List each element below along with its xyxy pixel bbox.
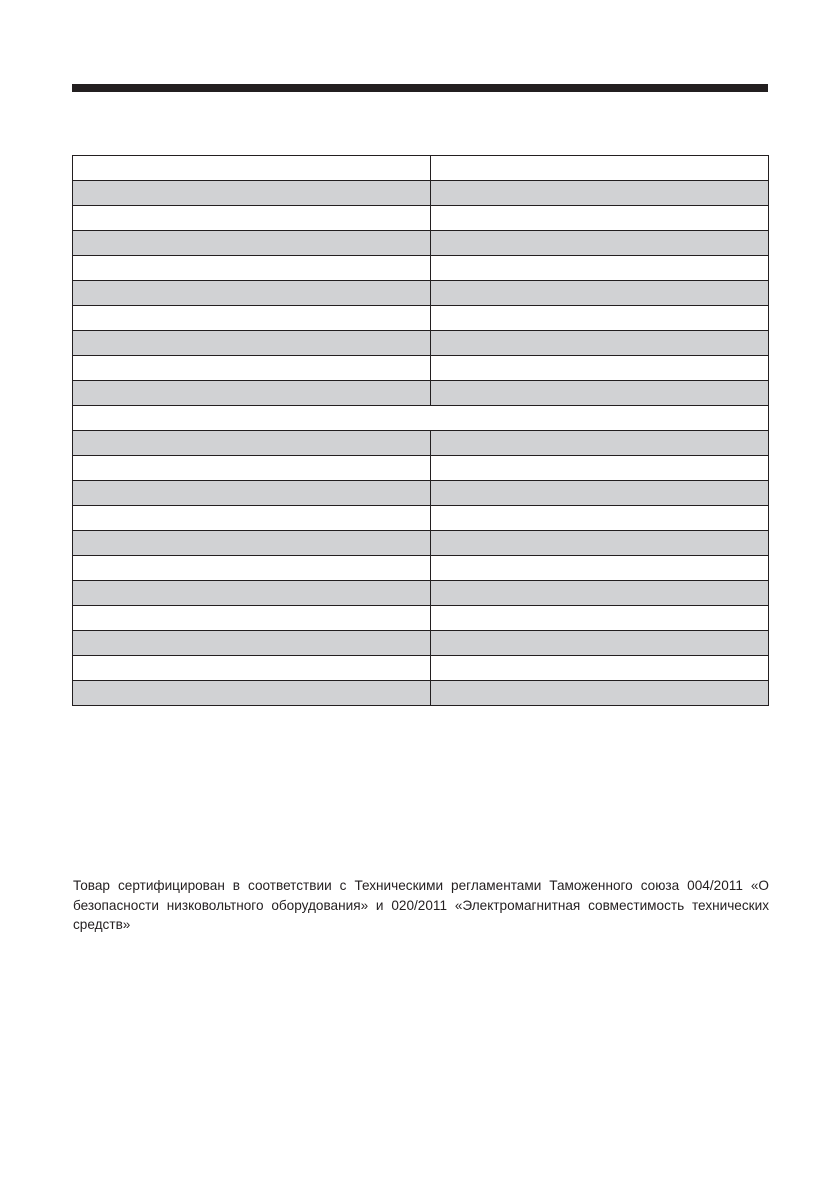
spec-value-cell: [431, 231, 769, 256]
table-row: [73, 631, 769, 656]
spec-label-cell: [73, 256, 431, 281]
spec-value-cell: [431, 531, 769, 556]
spec-label-cell: [73, 306, 431, 331]
table-row: [73, 506, 769, 531]
spec-label-cell: [73, 281, 431, 306]
spec-value-cell: [431, 481, 769, 506]
table-section-header-row: [73, 406, 769, 431]
table-row: [73, 531, 769, 556]
spec-label-cell: [73, 381, 431, 406]
spec-value-cell: [431, 456, 769, 481]
spec-label-cell: [73, 431, 431, 456]
spec-label-cell: [73, 581, 431, 606]
spec-label-cell: [73, 181, 431, 206]
table-row: [73, 431, 769, 456]
spec-value-cell: [431, 256, 769, 281]
spec-label-cell: [73, 481, 431, 506]
spec-label-cell: [73, 656, 431, 681]
table-row: [73, 281, 769, 306]
table-row: [73, 156, 769, 181]
table-row: [73, 481, 769, 506]
table-row: [73, 181, 769, 206]
spec-value-cell: [431, 381, 769, 406]
spec-label-cell: [73, 331, 431, 356]
spec-label-cell: [73, 206, 431, 231]
table-row: [73, 256, 769, 281]
spec-value-cell: [431, 331, 769, 356]
spec-value-cell: [431, 581, 769, 606]
table-row: [73, 356, 769, 381]
spec-label-cell: [73, 156, 431, 181]
spec-label-cell: [73, 606, 431, 631]
spec-value-cell: [431, 306, 769, 331]
table-row: [73, 231, 769, 256]
spec-value-cell: [431, 631, 769, 656]
spec-value-cell: [431, 431, 769, 456]
table-row: [73, 456, 769, 481]
spec-label-cell: [73, 681, 431, 706]
table-row: [73, 681, 769, 706]
spec-label-cell: [73, 531, 431, 556]
spec-label-cell: [73, 456, 431, 481]
spec-value-cell: [431, 281, 769, 306]
section-header-cell: [73, 406, 769, 431]
spec-value-cell: [431, 681, 769, 706]
spec-label-cell: [73, 556, 431, 581]
certification-note: Товар сертифицирован в соответствии с Техническими регламентами Таможенного союза 004/2011 «О безопасности низковольтного оборудования» и 020/2011 «Электромагнитная совместимость технических средств»: [73, 878, 769, 932]
spec-value-cell: [431, 181, 769, 206]
table-row: [73, 381, 769, 406]
table-row: [73, 606, 769, 631]
spec-value-cell: [431, 356, 769, 381]
table-row: [73, 556, 769, 581]
specifications-table: [72, 155, 769, 706]
top-heading-rule: [72, 84, 768, 92]
table-row: [73, 206, 769, 231]
spec-value-cell: [431, 556, 769, 581]
spec-value-cell: [431, 656, 769, 681]
table-row: [73, 306, 769, 331]
spec-value-cell: [431, 156, 769, 181]
spec-value-cell: [431, 506, 769, 531]
spec-label-cell: [73, 231, 431, 256]
spec-label-cell: [73, 356, 431, 381]
table-row: [73, 331, 769, 356]
spec-value-cell: [431, 606, 769, 631]
table-row: [73, 581, 769, 606]
spec-label-cell: [73, 506, 431, 531]
spec-label-cell: [73, 631, 431, 656]
spec-value-cell: [431, 206, 769, 231]
table-row: [73, 656, 769, 681]
